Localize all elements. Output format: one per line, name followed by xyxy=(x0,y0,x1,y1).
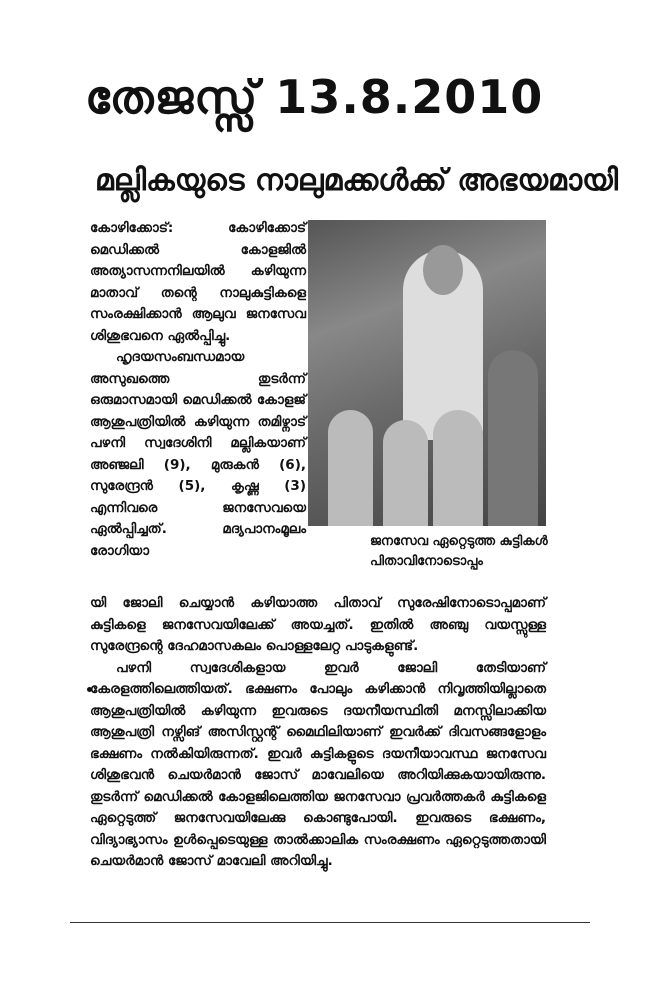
article-paragraph: ഹൃദയസംബന്ധമായ അസുഖത്തെ തുടർന്ന് ഒരുമാസമായി മെഡിക്കൽ കോളജ് ആശുപത്രിയിൽ കഴിയുന്ന തമിഴ്നാട് പഴനി സ്വദേശിനി മല്ലികയാണ് അഞ്ജലി (9), മുരുകൻ (6), സുരേന്ദ്രൻ (5), കൃഷ്ണ (3) എന്നിവരെ ജനസേവയെ ഏൽപ്പിച്ചത്. മദ്യപാനംമൂലം രോഗിയാ xyxy=(90,349,306,559)
photo-child-figure xyxy=(488,350,538,526)
article-paragraph: പഴനി സ്വദേശികളായ ഇവർ ജോലി തേടിയാണ് കേരളത്തിലെത്തിയത്. ഭക്ഷണം പോലും കഴിക്കാൻ നിവൃത്തിയില്ലാതെ ആശുപത്രിയിൽ കഴിയുന്ന ഇവരുടെ ദയനീയസ്ഥിതി മനസ്സിലാക്കിയ ആശുപത്രി നഴ്സിങ് അസിസ്റ്റന്റ് മൈഥിലിയാണ് ഇവർക്ക് ദിവസങ്ങളോളം ഭക്ഷണം നൽകിയിരുന്നത്. ഇവർ കുട്ടികളുടെ ദയനീയാവസ്ഥ ജനസേവ ശിശുഭവൻ ചെയർമാൻ ജോസ് മാവേലിയെ അറിയിക്കുകയായിരുന്നു. തുടർന്ന് മെഡിക്കൽ കോളജിലെത്തിയ ജനസേവാ പ്രവർത്തകർ കുട്ടികളെ ഏറ്റെടുത്ത് ജനസേവയിലേക്കു കൊണ്ടുപോയി. ഇവരുടെ ഭക്ഷണം, വിദ്യാഭ്യാസം ഉൾപ്പെടെയുള്ള താൽക്കാലിക സംരക്ഷണം ഏറ്റെടുത്തതായി ചെയർമാൻ ജോസ് മാവേലി അറിയിച്ചു. xyxy=(90,659,546,869)
article-photo xyxy=(308,220,546,526)
photo-child-figure xyxy=(383,420,428,526)
masthead-date: തേജസ്സ് 13.8.2010 xyxy=(85,70,544,124)
article-body-full-width xyxy=(90,593,546,873)
article-column xyxy=(90,218,306,562)
article-paragraph: കോഴിക്കോട്: കോഴിക്കോട് മെഡിക്കൽ കോളജിൽ അത്യാസന്നനിലയിൽ കഴിയുന്ന മാതാവ് തന്റെ നാലുകുട്ടികളെ സംരക്ഷിക്കാൻ ആലുവ ജനസേവ ശിശുഭവനെ ഏൽപ്പിച്ചു. xyxy=(90,220,306,344)
photo-caption: ജനസേവ ഏറ്റെടുത്ത കുട്ടികൾ പിതാവിനോടൊപ്പം xyxy=(370,534,548,569)
photo-father-head xyxy=(423,245,463,295)
article-headline: മല്ലികയുടെ നാലുമക്കൾക്ക് അഭയമായി xyxy=(95,163,618,198)
bottom-divider xyxy=(70,922,590,923)
photo-child-figure xyxy=(433,410,483,526)
photo-child-figure xyxy=(328,410,373,526)
article-paragraph: യി ജോലി ചെയ്യാൻ കഴിയാത്ത പിതാവ് സുരേഷിനോടൊപ്പമാണ് കുട്ടികളെ ജനസേവയിലേക്ക് അയച്ചത്. ഇതിൽ അഞ്ചു വയസ്സുള്ള സുരേന്ദ്രന്റെ ദേഹമാസകലം പൊള്ളലേറ്റ പാടുകളുണ്ട്. xyxy=(90,595,546,654)
